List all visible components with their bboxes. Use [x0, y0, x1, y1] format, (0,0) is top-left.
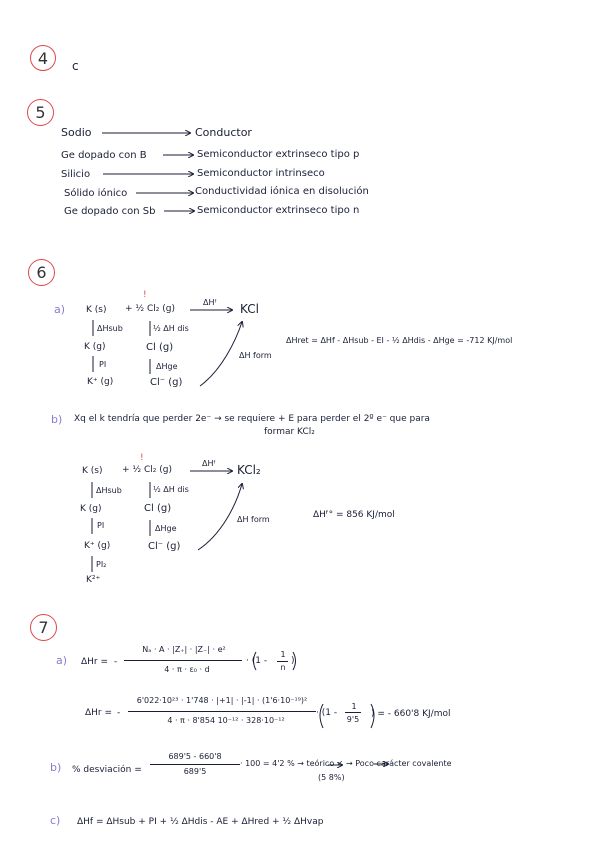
q6b-r3b: Cl⁻ (g) [148, 541, 181, 552]
q6b-label: b) [51, 413, 63, 426]
q6a-top-arrow-label: ΔHᶠ [203, 298, 217, 307]
q7a2-lhs: ΔHr = [85, 708, 113, 718]
q5-row-3-left: Silicio [61, 169, 91, 180]
q7a2-numerator: 6'022·10²³ · 1'748 · |+1| · |-1| · (1'6·10⁻¹⁹)² [136, 696, 308, 705]
q7a2-factor-bar [345, 712, 361, 713]
q6a-curve [200, 322, 242, 386]
q6a-equation: ΔHret = ΔHf - ΔHsub - EI - ½ ΔHdis - ΔHge = -712 KJ/mol [286, 336, 513, 345]
q5-row-1-right: Conductor [195, 126, 252, 139]
q7b-lhs: % desviación = [72, 765, 142, 775]
q7a-lhs: ΔHr = [81, 657, 109, 667]
q7a2-factor-den: 9'5 [346, 715, 360, 724]
q6b-top-arrow-label: ΔHᶠ [202, 459, 216, 468]
q7c-label: c) [50, 814, 61, 827]
question-number-4: 4 [30, 45, 56, 71]
q7b-rest: · 100 = 4'2 % → teórico ✓ → Poco carácter covalente [240, 759, 452, 768]
q7b-denominator: 689'5 [183, 767, 207, 776]
q6a-product: KCl [240, 302, 259, 316]
q6b-mark: ! [140, 453, 144, 463]
q6a-label: a) [54, 303, 66, 316]
q6a-r1: K (s) [86, 305, 107, 315]
q5-row-3-right: Semiconductor intrinseco [197, 168, 325, 179]
q6b-r1b: + ½ Cl₂ (g) [122, 465, 172, 475]
q7a-denominator: 4 · π · ε₀ · d [164, 665, 210, 674]
q7a-minus: - [114, 657, 118, 667]
q6a-d2b: ΔHge [156, 362, 178, 371]
q7a2-result: ) = - 660'8 KJ/mol [371, 709, 451, 719]
q6b-text-1: Xq el k tendría que perder 2e⁻ → se requiere + E para perder el 2º e⁻ que para [74, 414, 430, 424]
q7a-factor-num: 1 [280, 650, 286, 659]
q6b-d2: PI [97, 521, 105, 530]
q7a2-denominator: 4 · π · 8'854 10⁻¹² · 328·10⁻¹² [167, 716, 285, 725]
q7b-fraction-bar [150, 764, 240, 765]
q6b-text-2: formar KCl₂ [264, 427, 315, 437]
q7a2-fraction-bar [128, 711, 316, 712]
q7a2-factor-left: · (1 - [316, 708, 338, 718]
q6a-r2b: Cl (g) [146, 342, 174, 353]
q7a-label: a) [56, 654, 68, 667]
q6b-d1: ΔHsub [96, 486, 122, 495]
q5-row-5-right: Semiconductor extrinseco tipo n [197, 205, 360, 216]
q7a-factor-right: ) [291, 656, 295, 666]
q6b-r1: K (s) [82, 466, 103, 476]
question-number-6: 6 [28, 259, 55, 286]
q6b-curve [198, 484, 242, 550]
q6a-r3b: Cl⁻ (g) [150, 377, 183, 388]
question-number-5: 5 [27, 99, 54, 126]
q5-row-4-right: Conductividad iónica en disolución [195, 186, 369, 197]
q6a-r2: K (g) [84, 342, 106, 352]
q5-row-1-left: Sodio [61, 126, 92, 139]
q7a2-minus: - [117, 708, 121, 718]
q7a-factor-den: n [280, 663, 286, 672]
q7b-numerator: 689'5 - 660'8 [168, 752, 222, 761]
q7b-label: b) [50, 761, 62, 774]
q7a-factor-bar [277, 661, 288, 662]
q6a-d1: ΔHsub [97, 324, 123, 333]
q5-row-2-right: Semiconductor extrinseco tipo p [197, 149, 360, 160]
q5-row-5-left: Ge dopado con Sb [64, 206, 156, 217]
q6a-r1b: + ½ Cl₂ (g) [125, 304, 175, 314]
q7a-fraction-bar [124, 660, 242, 661]
q7c-equation: ΔHf = ΔHsub + PI + ½ ΔHdis - AE + ΔHred + ½ ΔHvap [77, 817, 324, 827]
q6b-d2b: ΔHge [155, 524, 177, 533]
q6a-curve-label: ΔH form [239, 351, 272, 360]
q6a-r3: K⁺ (g) [87, 377, 114, 387]
q6b-r4: K²⁺ [86, 575, 101, 585]
q6b-d3: PI₂ [96, 560, 107, 569]
q7a2-factor-num: 1 [351, 702, 357, 711]
q6b-curve-label: ΔH form [237, 515, 270, 524]
q6b-d1b: ½ ΔH dis [153, 485, 189, 494]
q7a-factor-left: · (1 - [246, 656, 268, 666]
q6b-r3: K⁺ (g) [84, 541, 111, 551]
q6a-d2: PI [99, 360, 107, 369]
q5-row-4-left: Sólido iónico [64, 188, 128, 199]
q6a-d1b: ½ ΔH dis [153, 324, 189, 333]
q6b-r2b: Cl (g) [144, 503, 172, 514]
q6b-product: KCl₂ [237, 463, 261, 477]
q7a-numerator: Nₐ · A · |Z₊| · |Z₋| · e² [142, 645, 226, 654]
q7b-note: (5 8%) [318, 773, 345, 782]
q6b-result: ΔHᶠ° = 856 KJ/mol [313, 510, 395, 520]
q6a-mark: ! [143, 290, 147, 300]
q4-answer: c [72, 59, 79, 73]
question-number-7: 7 [30, 614, 57, 641]
q6b-r2: K (g) [80, 504, 102, 514]
q5-row-2-left: Ge dopado con B [61, 150, 147, 161]
